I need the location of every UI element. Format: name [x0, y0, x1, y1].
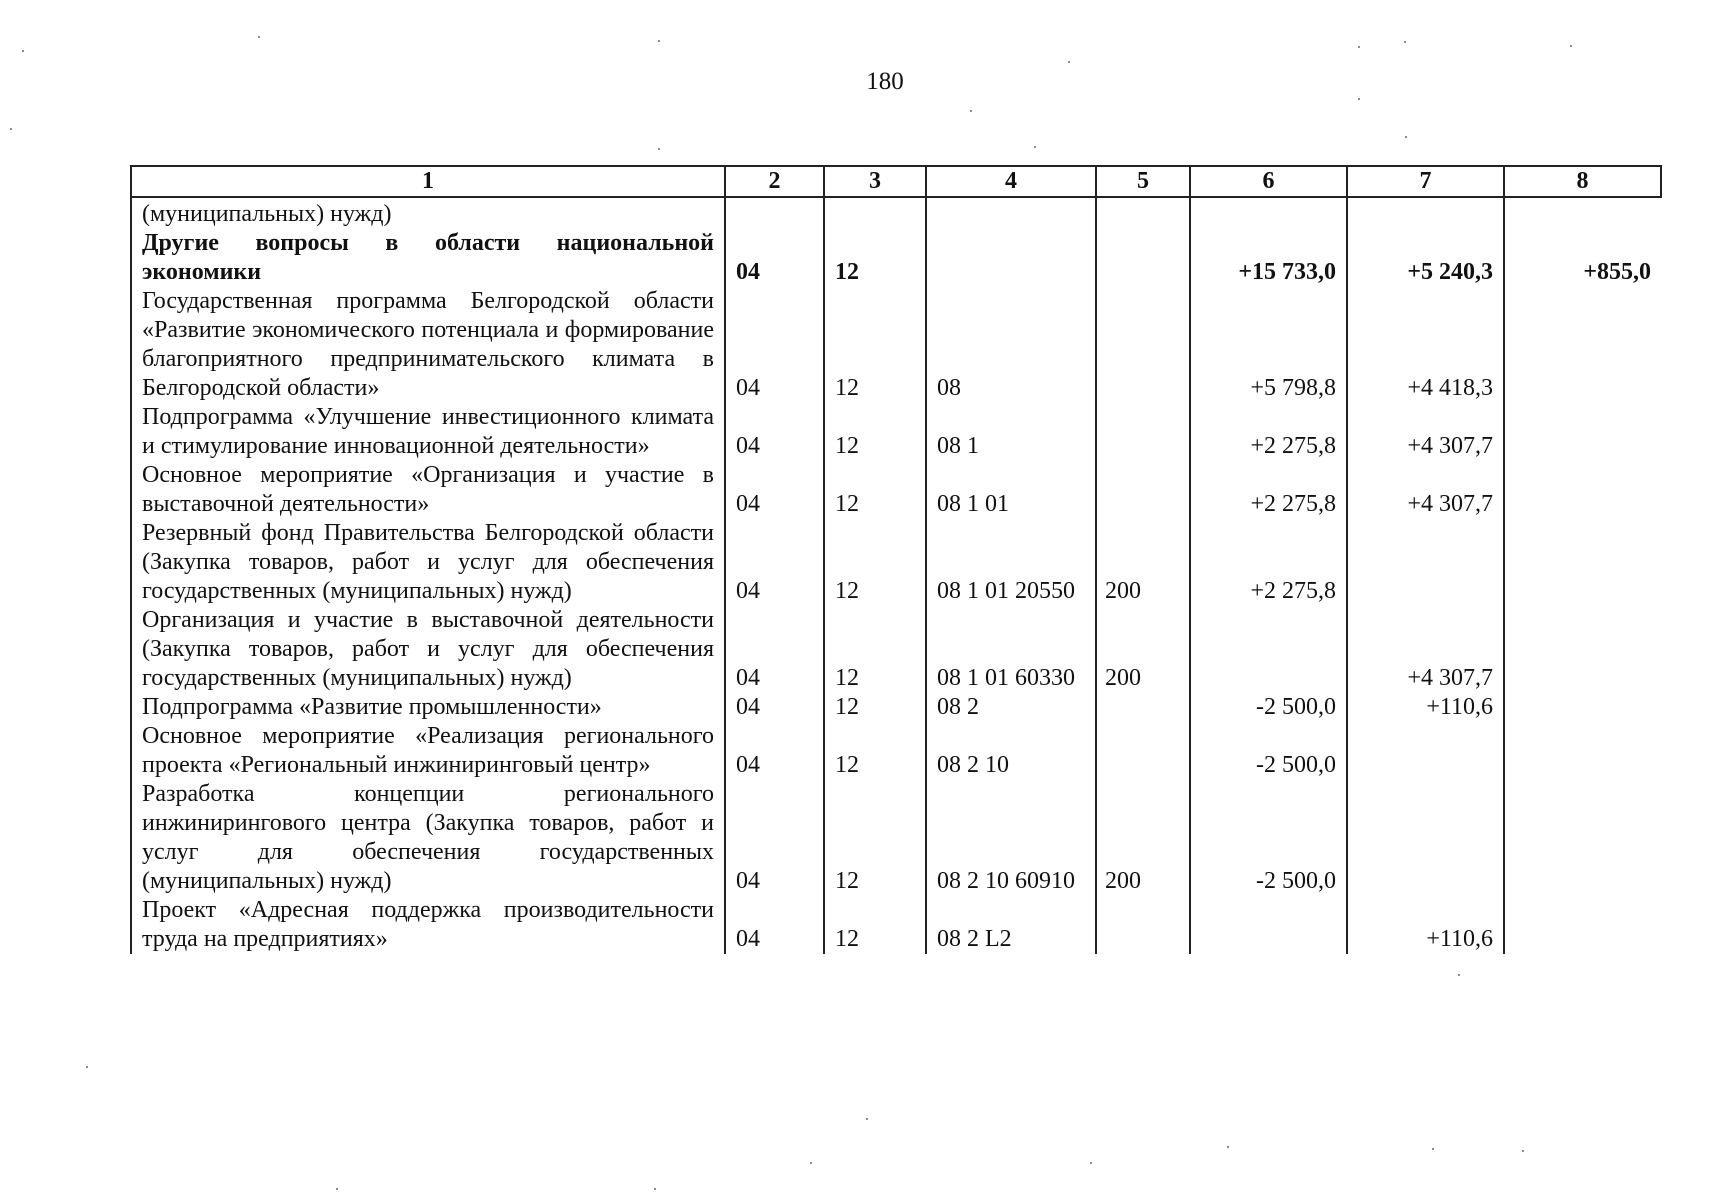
scan-speck — [1090, 1162, 1092, 1164]
table-row — [131, 197, 1661, 229]
table-row — [131, 693, 1661, 722]
cell-section: 04 — [725, 519, 824, 606]
cell-amount-8 — [1504, 287, 1661, 403]
cell-target-article: 08 1 01 60330 — [926, 606, 1096, 693]
scan-speck — [810, 1162, 812, 1164]
scan-speck — [658, 40, 660, 42]
cell-amount-7: +4 307,7 — [1347, 461, 1504, 519]
scan-speck — [1404, 41, 1406, 43]
cell-target-article — [926, 229, 1096, 287]
cell-subsection: 12 — [824, 722, 926, 780]
table-row — [131, 403, 1661, 461]
table-row — [131, 229, 1661, 287]
cell-amount-7 — [1347, 780, 1504, 896]
column-header-7: 7 — [1347, 166, 1504, 197]
table-row — [131, 461, 1661, 519]
cell-expense-type — [1096, 693, 1190, 722]
cell-expense-type — [1096, 197, 1190, 229]
cell-section: 04 — [725, 229, 824, 287]
cell-amount-6: -2 500,0 — [1190, 722, 1347, 780]
cell-subsection: 12 — [824, 461, 926, 519]
cell-amount-6 — [1190, 197, 1347, 229]
scan-speck — [1432, 1148, 1434, 1150]
cell-subsection: 12 — [824, 403, 926, 461]
cell-target-article: 08 2 10 — [926, 722, 1096, 780]
cell-expense-type — [1096, 403, 1190, 461]
cell-subsection — [824, 197, 926, 229]
scan-speck — [1522, 1150, 1524, 1152]
cell-section — [725, 197, 824, 229]
scan-speck — [1227, 1146, 1229, 1148]
cell-section: 04 — [725, 722, 824, 780]
scan-speck — [258, 36, 260, 38]
cell-subsection: 12 — [824, 693, 926, 722]
scan-speck — [10, 128, 12, 130]
scan-speck — [1405, 136, 1407, 138]
table-row — [131, 606, 1661, 693]
cell-expense-type: 200 — [1096, 606, 1190, 693]
cell-amount-8 — [1504, 722, 1661, 780]
budget-table — [130, 165, 1662, 954]
cell-target-article: 08 — [926, 287, 1096, 403]
cell-subsection: 12 — [824, 519, 926, 606]
scan-speck — [1358, 98, 1360, 100]
cell-expense-type — [1096, 229, 1190, 287]
column-header-1: 1 — [131, 166, 725, 197]
cell-amount-8 — [1504, 519, 1661, 606]
cell-amount-6 — [1190, 606, 1347, 693]
scan-speck — [866, 1118, 868, 1120]
table-row — [131, 519, 1661, 606]
cell-target-article: 08 2 — [926, 693, 1096, 722]
cell-amount-8 — [1504, 461, 1661, 519]
cell-amount-7: +4 418,3 — [1347, 287, 1504, 403]
cell-description: Основное мероприятие «Организация и участие в выставочной деятельности» — [131, 461, 725, 519]
scan-speck — [970, 110, 972, 112]
cell-target-article: 08 2 10 60910 — [926, 780, 1096, 896]
cell-description: Организация и участие в выставочной деятельности (Закупка товаров, работ и услуг для обеспечения государственных (муниципальных) нужд) — [131, 606, 725, 693]
cell-amount-6: +5 798,8 — [1190, 287, 1347, 403]
cell-section: 04 — [725, 403, 824, 461]
cell-amount-6: +2 275,8 — [1190, 519, 1347, 606]
cell-expense-type: 200 — [1096, 519, 1190, 606]
cell-section: 04 — [725, 606, 824, 693]
column-header-6: 6 — [1190, 166, 1347, 197]
cell-section: 04 — [725, 461, 824, 519]
scan-speck — [1570, 45, 1572, 47]
cell-section: 04 — [725, 896, 824, 954]
table-row — [131, 722, 1661, 780]
column-header-2: 2 — [725, 166, 824, 197]
cell-target-article: 08 1 — [926, 403, 1096, 461]
cell-amount-7: +110,6 — [1347, 896, 1504, 954]
scan-speck — [336, 1188, 338, 1190]
cell-amount-7 — [1347, 519, 1504, 606]
cell-subsection: 12 — [824, 896, 926, 954]
page-number: 180 — [866, 68, 904, 95]
cell-amount-8 — [1504, 197, 1661, 229]
cell-subsection: 12 — [824, 229, 926, 287]
cell-expense-type: 200 — [1096, 780, 1190, 896]
cell-amount-7: +4 307,7 — [1347, 606, 1504, 693]
cell-expense-type — [1096, 896, 1190, 954]
cell-amount-8 — [1504, 896, 1661, 954]
cell-description: Государственная программа Белгородской области «Развитие экономического потенциала и формирование благоприятного предпринимательского климата в Белгородской области» — [131, 287, 725, 403]
scan-speck — [654, 1188, 656, 1190]
cell-amount-8 — [1504, 606, 1661, 693]
cell-amount-7: +5 240,3 — [1347, 229, 1504, 287]
scan-speck — [86, 1066, 88, 1068]
cell-description: Проект «Адресная поддержка производительности труда на предприятиях» — [131, 896, 725, 954]
table-body — [131, 197, 1661, 954]
header-row — [131, 166, 1661, 197]
scan-speck — [1458, 974, 1460, 976]
scan-speck — [658, 148, 660, 150]
cell-subsection: 12 — [824, 780, 926, 896]
column-header-8: 8 — [1504, 166, 1661, 197]
column-header-5: 5 — [1096, 166, 1190, 197]
scan-speck — [1068, 61, 1070, 63]
cell-subsection: 12 — [824, 606, 926, 693]
cell-amount-6: -2 500,0 — [1190, 780, 1347, 896]
cell-amount-7 — [1347, 197, 1504, 229]
cell-description: Другие вопросы в области национальной экономики — [131, 229, 725, 287]
scan-speck — [1358, 46, 1360, 48]
cell-expense-type — [1096, 722, 1190, 780]
table-row — [131, 896, 1661, 954]
cell-description: Разработка концепции регионального инжинирингового центра (Закупка товаров, работ и услуг для обеспечения государственных (муниципальных) нужд) — [131, 780, 725, 896]
cell-description: Основное мероприятие «Реализация регионального проекта «Региональный инжиниринговый центр» — [131, 722, 725, 780]
cell-description: Подпрограмма «Улучшение инвестиционного климата и стимулирование инновационной деятельности» — [131, 403, 725, 461]
cell-amount-6: +15 733,0 — [1190, 229, 1347, 287]
cell-section: 04 — [725, 287, 824, 403]
cell-target-article — [926, 197, 1096, 229]
cell-amount-8 — [1504, 693, 1661, 722]
cell-target-article: 08 2 L2 — [926, 896, 1096, 954]
column-header-4: 4 — [926, 166, 1096, 197]
cell-amount-6: +2 275,8 — [1190, 461, 1347, 519]
cell-description: Резервный фонд Правительства Белгородской области (Закупка товаров, работ и услуг для обеспечения государственных (муниципальных) нужд) — [131, 519, 725, 606]
cell-target-article: 08 1 01 — [926, 461, 1096, 519]
cell-expense-type — [1096, 461, 1190, 519]
table-row — [131, 780, 1661, 896]
cell-amount-6: +2 275,8 — [1190, 403, 1347, 461]
column-header-3: 3 — [824, 166, 926, 197]
table-row — [131, 287, 1661, 403]
cell-expense-type — [1096, 287, 1190, 403]
cell-target-article: 08 1 01 20550 — [926, 519, 1096, 606]
cell-amount-6: -2 500,0 — [1190, 693, 1347, 722]
scan-speck — [1034, 146, 1036, 148]
cell-section: 04 — [725, 780, 824, 896]
scan-speck — [22, 50, 24, 52]
cell-amount-6 — [1190, 896, 1347, 954]
cell-amount-8 — [1504, 780, 1661, 896]
cell-section: 04 — [725, 693, 824, 722]
cell-amount-8: +855,0 — [1504, 229, 1661, 287]
cell-amount-8 — [1504, 403, 1661, 461]
cell-subsection: 12 — [824, 287, 926, 403]
cell-amount-7: +110,6 — [1347, 693, 1504, 722]
cell-amount-7: +4 307,7 — [1347, 403, 1504, 461]
cell-description: (муниципальных) нужд) — [131, 197, 725, 229]
cell-description: Подпрограмма «Развитие промышленности» — [131, 693, 725, 722]
cell-amount-7 — [1347, 722, 1504, 780]
